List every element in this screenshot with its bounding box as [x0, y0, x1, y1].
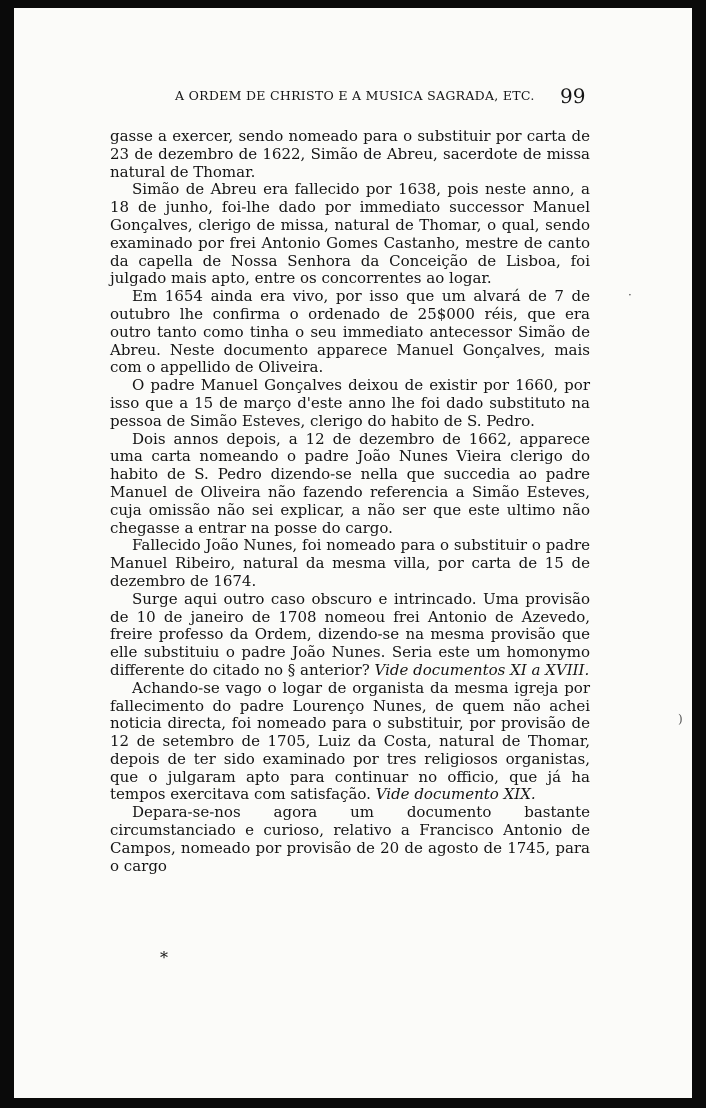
margin-speck: · — [628, 288, 632, 302]
paragraph: Simão de Abreu era fallecido por 1638, pois neste anno, a 18 de junho, foi-lhe dado por immediato successor Manuel Gonçalves, clerigo de missa, natural de Thomar, o qual, sendo examinado por frei Antonio Gomes Castanho, mestre de canto da capella de Nossa Senhora da Conceição de Lisboa, foi julgado mais apto, entre os concorrentes ao logar. — [110, 180, 590, 288]
document-reference: Vide documento XIX. — [375, 785, 536, 804]
paragraph: Fallecido João Nunes, foi nomeado para o substituir o padre Manuel Ribeiro, natural da mesma villa, por carta de 15 de dezembro de 1674. — [110, 536, 590, 590]
paragraph-text: Achando-se vago o logar de organista da mesma igreja por fallecimento do padre Lourenço Nunes, de quem não achei noticia directa, foi nomeado para o substituir, por provisão de 12 de setembro de 1705, Luiz da Costa, natural de Thomar, depois de ter sido examinado por tres religiosos organistas, que o julgaram apto para continuar no officio, que já ha tempos exercitava com satisfação. — [110, 678, 590, 804]
paragraph: gasse a exercer, sendo nomeado para o substituir por carta de 23 de dezembro de 1622, Simão de Abreu, sacerdote de missa natural de Thomar. — [110, 127, 590, 181]
running-title: A ORDEM DE CHRISTO E A MUSICA SAGRADA, ETC. — [175, 88, 535, 103]
paragraph — [110, 680, 590, 805]
signature-mark: * — [160, 948, 168, 967]
paragraph: O padre Manuel Gonçalves deixou de existir por 1660, por isso que a 15 de março d'este anno lhe foi dado substituto na pessoa de Simão Esteves, clerigo do habito de S. Pedro. — [110, 376, 590, 430]
body-text — [110, 128, 590, 875]
paragraph: Em 1654 ainda era vivo, por isso que um alvará de 7 de outubro lhe confirma o ordenado de 25$000 réis, que era outro tanto como tinha o seu immediato antecessor Simão de Abreu. Neste documento apparece Manuel Gonçalves, mais com o appellido de Oliveira. — [110, 287, 590, 377]
paragraph: Dois annos depois, a 12 de dezembro de 1662, apparece uma carta nomeando o padre João Nunes Vieira clerigo do habito de S. Pedro dizendo-se nella que succedia ao padre Manuel de Oliveira não fazendo referencia a Simão Esteves, cuja omissão não sei explicar, a não ser que este ultimo não chegasse a entrar na posse do cargo. — [110, 429, 590, 537]
paragraph-text: Surge aqui outro caso obscuro e intrincado. Uma provisão de 10 de janeiro de 1708 nomeou frei Antonio de Azevedo, freire professo da Ordem, dizendo-se na mesma provisão que elle substituiu o padre João Nunes. Seria este um homonymo differente do citado no § anterior? — [110, 589, 590, 679]
margin-speck: ) — [678, 712, 683, 726]
paragraph — [110, 591, 590, 680]
paragraph: Depara-se-nos agora um documento bastante circumstanciado e curioso, relativo a Francisco Antonio de Campos, nomeado por provisão de 20 de agosto de 1745, para o cargo — [110, 803, 590, 875]
page-number: 99 — [560, 84, 586, 108]
document-reference: Vide documentos XI a XVIII. — [374, 660, 590, 679]
